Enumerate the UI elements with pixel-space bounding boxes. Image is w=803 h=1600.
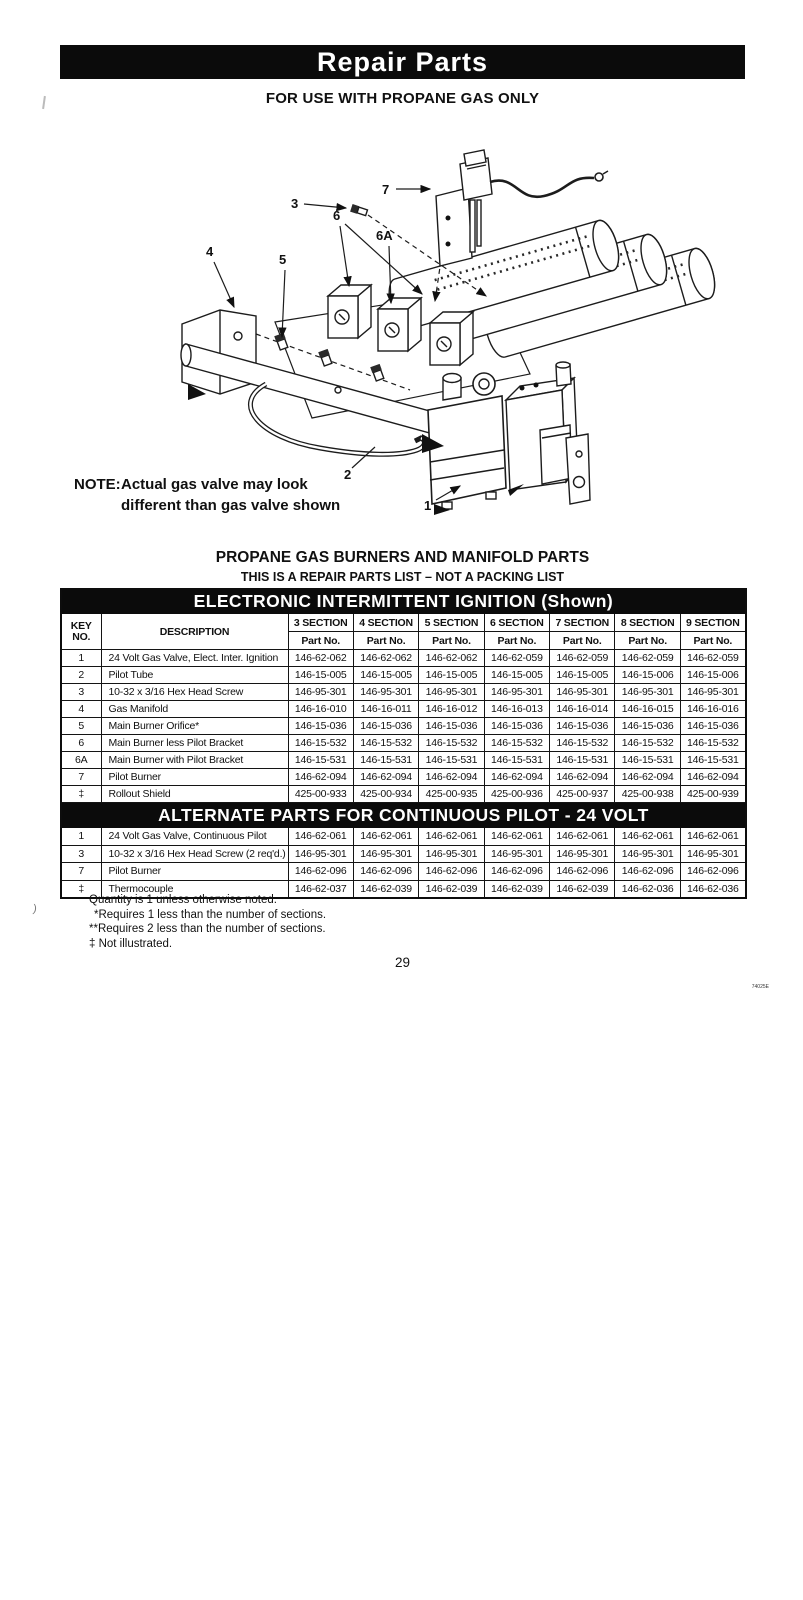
description-cell: Thermocouple bbox=[101, 880, 288, 898]
description-cell: 10-32 x 3/16 Hex Head Screw bbox=[101, 684, 288, 701]
part-number-cell: 146-15-532 bbox=[680, 735, 745, 752]
scan-artifact bbox=[42, 96, 46, 109]
part-number-cell: 146-62-061 bbox=[680, 828, 745, 846]
part-number-cell: 146-62-096 bbox=[288, 863, 353, 881]
part-number-cell: 146-15-036 bbox=[419, 718, 484, 735]
part-number-cell: 146-62-036 bbox=[615, 880, 680, 898]
part-number-cell: 146-16-014 bbox=[550, 701, 615, 718]
part-number-cell: 146-62-039 bbox=[550, 880, 615, 898]
key-cell: ‡ bbox=[61, 880, 101, 898]
note-line-1: Actual gas valve may look bbox=[121, 476, 308, 493]
table-row bbox=[61, 684, 746, 701]
part-no-header: Part No. bbox=[615, 632, 680, 650]
part-number-cell: 146-62-094 bbox=[288, 769, 353, 786]
part-number-cell: 146-62-061 bbox=[419, 828, 484, 846]
part-number-cell: 425-00-933 bbox=[288, 786, 353, 803]
part-number-cell: 146-15-005 bbox=[484, 667, 549, 684]
part-number-cell: 146-95-301 bbox=[615, 684, 680, 701]
part-number-cell: 146-15-532 bbox=[615, 735, 680, 752]
part-number-cell: 146-15-531 bbox=[419, 752, 484, 769]
key-cell: 1 bbox=[61, 650, 101, 667]
part-number-cell: 146-15-532 bbox=[419, 735, 484, 752]
part-number-cell: 146-62-096 bbox=[484, 863, 549, 881]
part-number-cell: 146-15-531 bbox=[680, 752, 745, 769]
section-subheading: THIS IS A REPAIR PARTS LIST – NOT A PACKING LIST bbox=[240, 570, 565, 584]
part-number-cell: 146-62-039 bbox=[353, 880, 418, 898]
part-number-cell: 146-15-532 bbox=[550, 735, 615, 752]
part-number-cell: 146-62-094 bbox=[680, 769, 745, 786]
note-line-2: different than gas valve shown bbox=[121, 497, 341, 514]
section-heading: PROPANE GAS BURNERS AND MANIFOLD PARTS bbox=[215, 549, 590, 566]
table-row bbox=[61, 667, 746, 684]
part-number-cell: 146-62-061 bbox=[353, 828, 418, 846]
table-row bbox=[61, 769, 746, 786]
key-cell: 2 bbox=[61, 667, 101, 684]
table-row bbox=[61, 735, 746, 752]
section-header-7: 7 SECTION bbox=[550, 614, 615, 632]
footnotes bbox=[89, 893, 326, 951]
callout-7: 7 bbox=[382, 182, 390, 197]
part-number-cell: 146-15-531 bbox=[550, 752, 615, 769]
callout-2: 2 bbox=[344, 467, 352, 482]
part-number-cell: 146-16-015 bbox=[615, 701, 680, 718]
table-row bbox=[61, 863, 746, 881]
key-cell: 6A bbox=[61, 752, 101, 769]
part-no-header: Part No. bbox=[288, 632, 353, 650]
part-number-cell: 146-62-037 bbox=[288, 880, 353, 898]
description-cell: 24 Volt Gas Valve, Elect. Inter. Ignition bbox=[101, 650, 288, 667]
part-number-cell: 146-62-061 bbox=[288, 828, 353, 846]
part-number-cell: 146-15-006 bbox=[615, 667, 680, 684]
description-cell: Rollout Shield bbox=[101, 786, 288, 803]
part-number-cell: 146-95-301 bbox=[680, 684, 745, 701]
part-number-cell: 146-15-006 bbox=[680, 667, 745, 684]
note-label: NOTE: bbox=[74, 476, 121, 493]
part-number-cell: 146-15-036 bbox=[680, 718, 745, 735]
part-number-cell: 146-62-094 bbox=[615, 769, 680, 786]
callout-5: 5 bbox=[279, 252, 287, 267]
part-number-cell: 146-62-096 bbox=[353, 863, 418, 881]
part-number-cell: 146-62-096 bbox=[550, 863, 615, 881]
part-number-cell: 146-95-301 bbox=[550, 845, 615, 863]
part-number-cell: 146-95-301 bbox=[288, 684, 353, 701]
part-number-cell: 146-62-059 bbox=[550, 650, 615, 667]
part-no-header: Part No. bbox=[550, 632, 615, 650]
part-number-cell: 146-62-039 bbox=[419, 880, 484, 898]
section-header-3: 3 SECTION bbox=[288, 614, 353, 632]
parts-table-wrap bbox=[60, 588, 745, 899]
key-cell: 7 bbox=[61, 769, 101, 786]
part-number-cell: 146-95-301 bbox=[484, 845, 549, 863]
part-number-cell: 146-62-096 bbox=[615, 863, 680, 881]
part-number-cell: 146-62-062 bbox=[419, 650, 484, 667]
table-row bbox=[61, 845, 746, 863]
part-number-cell: 146-62-059 bbox=[484, 650, 549, 667]
table-title-bar: ELECTRONIC INTERMITTENT IGNITION (Shown) bbox=[61, 589, 746, 614]
scan-artifact: ) bbox=[32, 902, 38, 916]
callout-3: 3 bbox=[291, 196, 299, 211]
key-cell: 5 bbox=[61, 718, 101, 735]
table-row bbox=[61, 701, 746, 718]
key-no-header: KEY NO. bbox=[61, 614, 101, 650]
part-number-cell: 146-15-005 bbox=[288, 667, 353, 684]
description-cell: Main Burner Orifice* bbox=[101, 718, 288, 735]
callout-6a: 6A bbox=[376, 228, 393, 243]
part-number-cell: 146-16-013 bbox=[484, 701, 549, 718]
description-cell: Main Burner with Pilot Bracket bbox=[101, 752, 288, 769]
note-block bbox=[74, 474, 340, 516]
table-row bbox=[61, 786, 746, 803]
parts-table bbox=[60, 588, 747, 899]
part-number-cell: 146-15-036 bbox=[550, 718, 615, 735]
part-number-cell: 425-00-938 bbox=[615, 786, 680, 803]
page-subtitle: FOR USE WITH PROPANE GAS ONLY bbox=[265, 90, 540, 107]
part-number-cell: 146-15-532 bbox=[484, 735, 549, 752]
part-number-cell: 146-62-062 bbox=[353, 650, 418, 667]
callout-4: 4 bbox=[206, 244, 214, 259]
key-cell: 3 bbox=[61, 845, 101, 863]
description-header: DESCRIPTION bbox=[101, 614, 288, 650]
part-number-cell: 146-62-039 bbox=[484, 880, 549, 898]
part-number-cell: 425-00-934 bbox=[353, 786, 418, 803]
part-number-cell: 146-95-301 bbox=[353, 684, 418, 701]
footnote-quantity: Quantity is 1 unless otherwise noted. bbox=[89, 894, 277, 906]
part-no-header: Part No. bbox=[419, 632, 484, 650]
part-number-cell: 146-15-531 bbox=[288, 752, 353, 769]
part-number-cell: 146-62-094 bbox=[353, 769, 418, 786]
part-no-header: Part No. bbox=[353, 632, 418, 650]
part-number-cell: 146-62-061 bbox=[615, 828, 680, 846]
section-header-6: 6 SECTION bbox=[484, 614, 549, 632]
part-number-cell: 146-16-012 bbox=[419, 701, 484, 718]
part-number-cell: 425-00-935 bbox=[419, 786, 484, 803]
gas-valve-drawing bbox=[428, 362, 590, 515]
key-cell: 1 bbox=[61, 828, 101, 846]
description-cell: Pilot Tube bbox=[101, 667, 288, 684]
part-number-cell: 146-15-531 bbox=[353, 752, 418, 769]
description-cell: 24 Volt Gas Valve, Continuous Pilot bbox=[101, 828, 288, 846]
part-number-cell: 146-16-011 bbox=[353, 701, 418, 718]
part-number-cell: 146-15-036 bbox=[353, 718, 418, 735]
part-number-cell: 146-62-036 bbox=[680, 880, 745, 898]
table-row bbox=[61, 828, 746, 846]
callout-6: 6 bbox=[333, 208, 341, 223]
alternate-title-bar: ALTERNATE PARTS FOR CONTINUOUS PILOT - 24 VOLT bbox=[61, 803, 746, 828]
key-cell: 4 bbox=[61, 701, 101, 718]
part-number-cell: 146-95-301 bbox=[484, 684, 549, 701]
part-number-cell: 146-62-059 bbox=[615, 650, 680, 667]
part-number-cell: 146-62-061 bbox=[550, 828, 615, 846]
doc-code: 74025E bbox=[751, 984, 769, 990]
part-number-cell: 425-00-939 bbox=[680, 786, 745, 803]
key-cell: ‡ bbox=[61, 786, 101, 803]
part-number-cell: 146-95-301 bbox=[680, 845, 745, 863]
description-cell: Main Burner less Pilot Bracket bbox=[101, 735, 288, 752]
footnote-two-star: **Requires 2 less than the number of sections. bbox=[89, 923, 326, 935]
part-number-cell: 146-95-301 bbox=[615, 845, 680, 863]
part-number-cell: 146-15-531 bbox=[615, 752, 680, 769]
part-number-cell: 146-62-096 bbox=[680, 863, 745, 881]
part-number-cell: 146-15-532 bbox=[288, 735, 353, 752]
part-number-cell: 146-15-036 bbox=[615, 718, 680, 735]
table-row bbox=[61, 718, 746, 735]
section-header-9: 9 SECTION bbox=[680, 614, 745, 632]
part-number-cell: 146-62-094 bbox=[419, 769, 484, 786]
part-no-header: Part No. bbox=[484, 632, 549, 650]
footnote-one-star: *Requires 1 less than the number of sections. bbox=[94, 908, 327, 921]
part-number-cell: 146-95-301 bbox=[288, 845, 353, 863]
table-row bbox=[61, 752, 746, 769]
part-number-cell: 146-15-005 bbox=[419, 667, 484, 684]
section-header-8: 8 SECTION bbox=[615, 614, 680, 632]
table-row bbox=[61, 650, 746, 667]
part-number-cell: 146-15-005 bbox=[550, 667, 615, 684]
part-number-cell: 146-15-532 bbox=[353, 735, 418, 752]
part-number-cell: 146-62-096 bbox=[419, 863, 484, 881]
key-cell: 3 bbox=[61, 684, 101, 701]
part-number-cell: 146-15-005 bbox=[353, 667, 418, 684]
part-number-cell: 425-00-937 bbox=[550, 786, 615, 803]
key-cell: 6 bbox=[61, 735, 101, 752]
part-number-cell: 146-95-301 bbox=[419, 845, 484, 863]
part-number-cell: 146-95-301 bbox=[550, 684, 615, 701]
description-cell: Pilot Burner bbox=[101, 769, 288, 786]
description-cell: Pilot Burner bbox=[101, 863, 288, 881]
part-number-cell: 146-15-036 bbox=[484, 718, 549, 735]
part-number-cell: 146-95-301 bbox=[353, 845, 418, 863]
key-cell: 7 bbox=[61, 863, 101, 881]
callout-1: 1 bbox=[424, 498, 432, 513]
part-number-cell: 146-95-301 bbox=[419, 684, 484, 701]
description-cell: 10-32 x 3/16 Hex Head Screw (2 req'd.) bbox=[101, 845, 288, 863]
page-number: 29 bbox=[394, 955, 411, 970]
part-number-cell: 146-15-531 bbox=[484, 752, 549, 769]
part-number-cell: 146-62-062 bbox=[288, 650, 353, 667]
part-number-cell: 146-16-010 bbox=[288, 701, 353, 718]
section-header-4: 4 SECTION bbox=[353, 614, 418, 632]
part-number-cell: 146-62-094 bbox=[484, 769, 549, 786]
part-number-cell: 146-15-036 bbox=[288, 718, 353, 735]
footnote-dagger: ‡ Not illustrated. bbox=[89, 937, 173, 950]
part-number-cell: 146-16-016 bbox=[680, 701, 745, 718]
part-number-cell: 146-62-059 bbox=[680, 650, 745, 667]
page-title-bar bbox=[60, 45, 745, 79]
part-number-cell: 146-62-061 bbox=[484, 828, 549, 846]
part-no-header: Part No. bbox=[680, 632, 745, 650]
page-title: Repair Parts bbox=[316, 46, 489, 77]
part-number-cell: 425-00-936 bbox=[484, 786, 549, 803]
part-number-cell: 146-62-094 bbox=[550, 769, 615, 786]
section-header-5: 5 SECTION bbox=[419, 614, 484, 632]
description-cell: Gas Manifold bbox=[101, 701, 288, 718]
